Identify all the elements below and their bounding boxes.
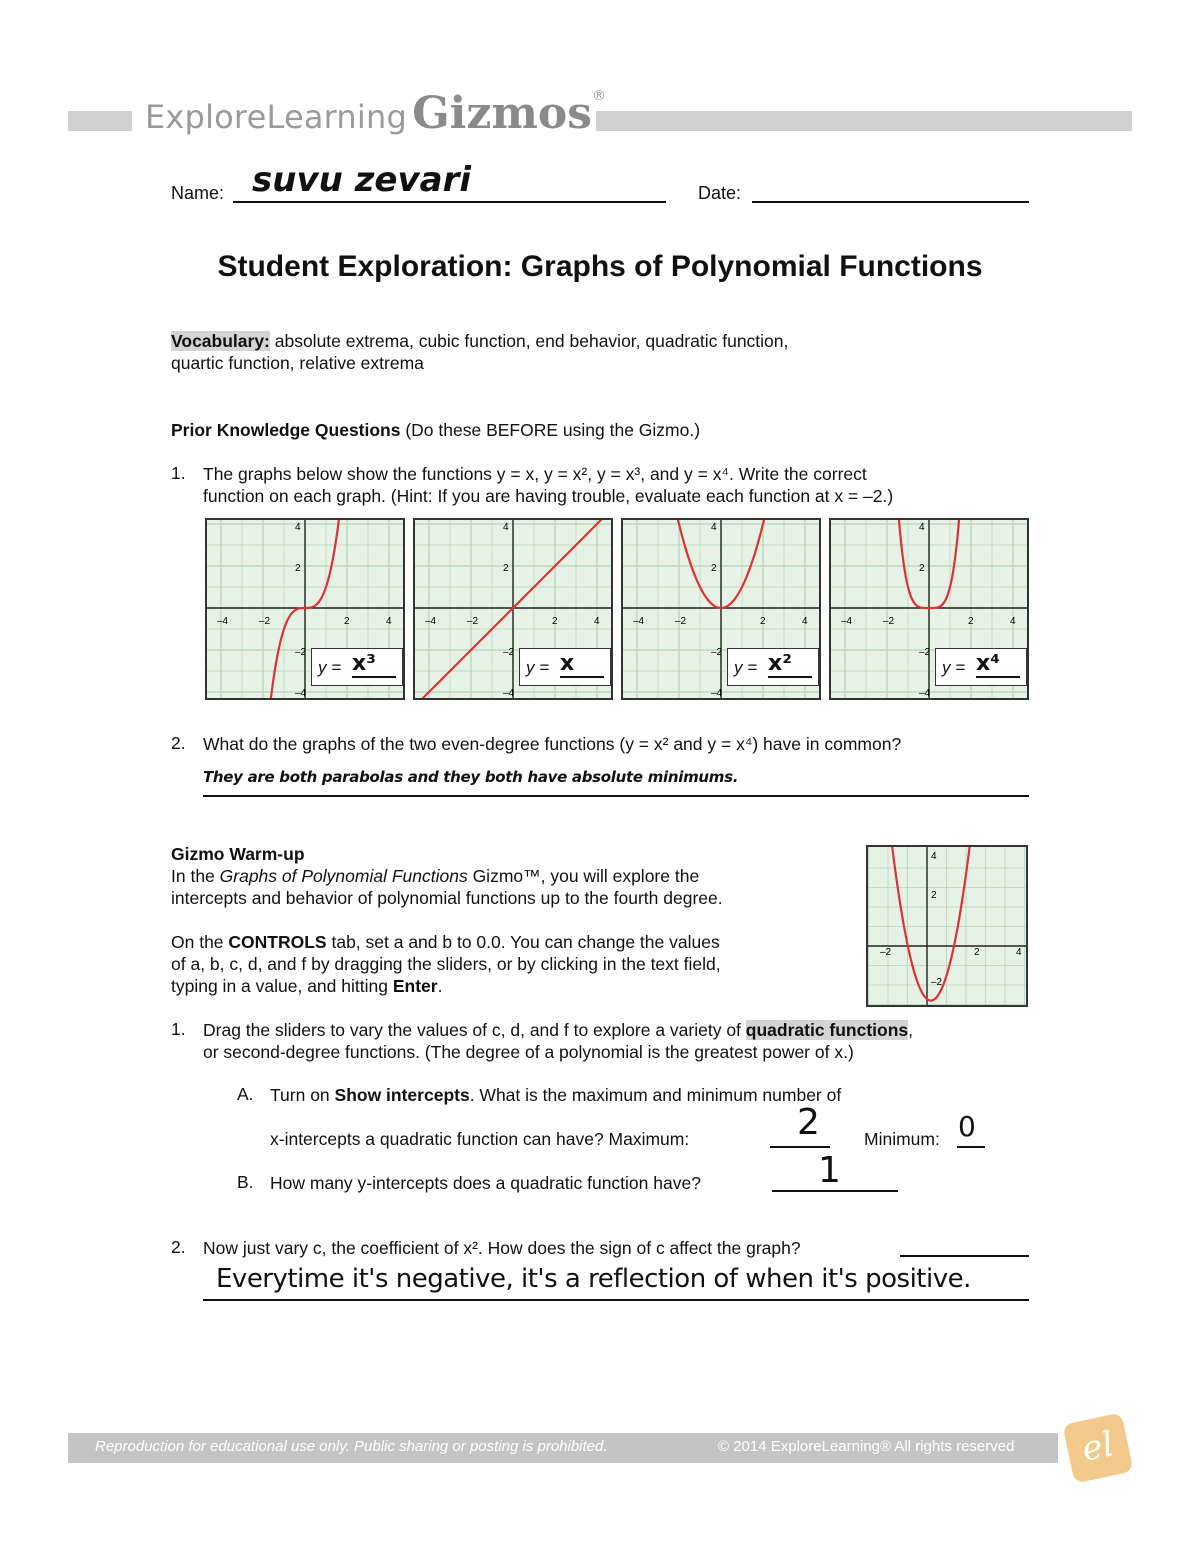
tick-yneg4: –4 <box>919 688 931 698</box>
tick-yneg4: –4 <box>711 688 723 698</box>
footer-right-text: © 2014 ExploreLearning® All rights reserved <box>718 1438 1015 1455</box>
vocabulary-line1: absolute extrema, cubic function, end behavior, quadratic function, <box>269 331 789 351</box>
warmup-p2-line3-bold: Enter <box>392 976 438 996</box>
answer-handwritten: x³ <box>352 651 396 678</box>
warmup-p2-b: tab, set a and b to 0.0. You can change the values <box>326 932 720 952</box>
warmup-tick-y4: 4 <box>931 851 937 862</box>
tick-xneg4: –4 <box>841 616 853 627</box>
warmup-q2-answer-line[interactable] <box>203 1299 1029 1301</box>
warmup-tick-yneg2: –2 <box>931 977 943 988</box>
y-intercepts-value: 1 <box>818 1150 841 1191</box>
brand-reg: ® <box>592 88 607 104</box>
warmup-qb-text: How many y-intercepts does a quadratic function have? <box>270 1173 701 1193</box>
vocabulary-label: Vocabulary: <box>171 331 270 351</box>
prior-q1-text <box>203 463 893 507</box>
function-graph-4 <box>829 518 1029 700</box>
warmup-graph-grid <box>868 847 1026 1005</box>
warmup-q1-b: , <box>908 1020 914 1040</box>
tick-yneg2: –2 <box>919 647 931 658</box>
tick-xneg4: –4 <box>217 616 229 627</box>
tick-xneg4: –4 <box>633 616 645 627</box>
warmup-p1-a: In the <box>171 866 220 886</box>
tick-y4: 4 <box>295 522 301 533</box>
warmup-q1-number: 1. <box>171 1019 186 1039</box>
prior-heading <box>171 419 700 441</box>
prior-heading-bold: Prior Knowledge Questions <box>171 420 401 440</box>
tick-x2: 2 <box>552 616 558 627</box>
warmup-q2-text: Now just vary c, the coefficient of x². How does the sign of c affect the graph? <box>203 1238 801 1258</box>
min-field[interactable] <box>957 1146 985 1148</box>
warmup-p1-italic: Graphs of Polynomial Functions <box>219 866 468 886</box>
vocabulary <box>171 330 788 374</box>
name-value: suvu zevari <box>252 160 472 200</box>
tick-xneg4: –4 <box>425 616 437 627</box>
warmup-qb-label: B. <box>237 1172 254 1192</box>
warmup-tick-x4: 4 <box>1016 947 1022 958</box>
warmup-qa-b: . What is the maximum and minimum number of <box>469 1085 842 1105</box>
answer-prefix: y = <box>318 658 342 677</box>
tick-y2: 2 <box>503 563 509 574</box>
warmup-parabola <box>868 847 1026 1001</box>
tick-yneg2: –2 <box>503 647 515 658</box>
warmup-tick-y2: 2 <box>931 890 937 901</box>
warmup-graph <box>866 845 1028 1007</box>
warmup-p1-b: Gizmo™, you will explore the <box>467 866 700 886</box>
prior-q2-text: What do the graphs of the two even-degree functions (y = x² and y = x⁴) have in common? <box>203 734 902 754</box>
brand-gizmos: Gizmos <box>412 88 593 139</box>
answer-prefix: y = <box>526 658 550 677</box>
tick-yneg2: –2 <box>295 647 307 658</box>
tick-x2: 2 <box>968 616 974 627</box>
function-answer-box[interactable] <box>311 648 403 686</box>
vocabulary-line2: quartic function, relative extrema <box>171 353 424 373</box>
warmup-heading: Gizmo Warm-up <box>171 844 305 864</box>
header-bar-right <box>596 111 1132 131</box>
tick-xneg2: –2 <box>883 616 895 627</box>
max-value: 2 <box>797 1102 820 1143</box>
warmup-p2-line2: of a, b, c, d, and f by dragging the sliders, or by clicking in the text field, <box>171 954 721 974</box>
function-graph-3 <box>621 518 821 700</box>
footer-left-text: Reproduction for educational use only. Public sharing or posting is prohibited. <box>95 1438 608 1455</box>
tick-x2: 2 <box>344 616 350 627</box>
tick-y4: 4 <box>711 522 717 533</box>
tick-xneg2: –2 <box>675 616 687 627</box>
warmup-q2-inline-line[interactable] <box>900 1255 1029 1257</box>
warmup-tick-x2: 2 <box>974 947 980 958</box>
tick-x4: 4 <box>386 616 392 627</box>
tick-xneg2: –2 <box>467 616 479 627</box>
brand-logo <box>145 88 606 139</box>
warmup-graph-svg <box>868 847 1026 1005</box>
tick-yneg2: –2 <box>711 647 723 658</box>
function-answer-box[interactable] <box>727 648 819 686</box>
warmup-qa-a: Turn on <box>270 1085 335 1105</box>
function-graph-1 <box>205 518 405 700</box>
tick-x4: 4 <box>594 616 600 627</box>
answer-handwritten: x <box>560 651 604 678</box>
tick-y4: 4 <box>503 522 509 533</box>
warmup-qa-line2: x-intercepts a quadratic function can have? Maximum: <box>270 1129 690 1149</box>
date-label: Date: <box>698 183 742 203</box>
tick-y4: 4 <box>919 522 925 533</box>
prior-q1-line1: The graphs below show the functions y = x, y = x², y = x³, and y = x⁴. Write the correct <box>203 464 867 484</box>
warmup-qa-bold: Show intercepts <box>334 1085 470 1105</box>
warmup-p2-a: On the <box>171 932 229 952</box>
min-value: 0 <box>958 1110 976 1143</box>
tick-y2: 2 <box>919 563 925 574</box>
warmup-q1-a: Drag the sliders to vary the values of c, d, and f to explore a variety of <box>203 1020 746 1040</box>
tick-yneg4: –4 <box>295 688 307 698</box>
prior-q2-answer: They are both parabolas and they both have absolute minimums. <box>203 768 739 786</box>
tick-y2: 2 <box>295 563 301 574</box>
answer-handwritten: x² <box>768 651 812 678</box>
warmup-qa-line1 <box>270 1084 841 1106</box>
min-label: Minimum: <box>864 1129 940 1149</box>
tick-xneg2: –2 <box>259 616 271 627</box>
warmup-text <box>171 843 831 997</box>
date-field[interactable] <box>752 201 1029 203</box>
answer-handwritten: x⁴ <box>976 651 1020 678</box>
warmup-p2-line3-a: typing in a value, and hitting <box>171 976 393 996</box>
answer-prefix: y = <box>942 658 966 677</box>
warmup-q1-highlight: quadratic functions <box>745 1020 909 1040</box>
name-field[interactable] <box>233 201 666 203</box>
header-bar-left <box>68 111 132 131</box>
page-title: Student Exploration: Graphs of Polynomial Functions <box>217 250 983 283</box>
brand-explore: ExploreLearning <box>145 98 407 136</box>
prior-q1-number: 1. <box>171 463 186 483</box>
warmup-p2-bold: CONTROLS <box>228 932 327 952</box>
name-label: Name: <box>171 183 225 203</box>
function-graph-2 <box>413 518 613 700</box>
prior-q1-line2: function on each graph. (Hint: If you are having trouble, evaluate each function at x = –2.) <box>203 486 894 506</box>
max-field[interactable] <box>770 1146 830 1148</box>
tick-x4: 4 <box>1010 616 1016 627</box>
warmup-p2-line3-b: . <box>437 976 443 996</box>
warmup-q2-number: 2. <box>171 1237 186 1257</box>
warmup-q1-line2: or second-degree functions. (The degree of a polynomial is the greatest power of x.) <box>203 1042 854 1062</box>
warmup-q1-text <box>203 1019 913 1063</box>
tick-x2: 2 <box>760 616 766 627</box>
answer-prefix: y = <box>734 658 758 677</box>
tick-x4: 4 <box>802 616 808 627</box>
prior-q2-number: 2. <box>171 733 186 753</box>
prior-heading-note: (Do these BEFORE using the Gizmo.) <box>400 420 701 440</box>
tick-y2: 2 <box>711 563 717 574</box>
function-answer-box[interactable] <box>519 648 611 686</box>
function-answer-box[interactable] <box>935 648 1027 686</box>
warmup-p1-line2: intercepts and behavior of polynomial functions up to the fourth degree. <box>171 888 723 908</box>
el-logo: el <box>1062 1412 1133 1483</box>
warmup-q2-answer: Everytime it's negative, it's a reflection of when it's positive. <box>216 1264 971 1294</box>
prior-q2-answer-line[interactable] <box>203 795 1029 797</box>
warmup-qa-label: A. <box>237 1084 254 1104</box>
warmup-tick-xneg2: –2 <box>880 947 892 958</box>
tick-yneg4: –4 <box>503 688 515 698</box>
